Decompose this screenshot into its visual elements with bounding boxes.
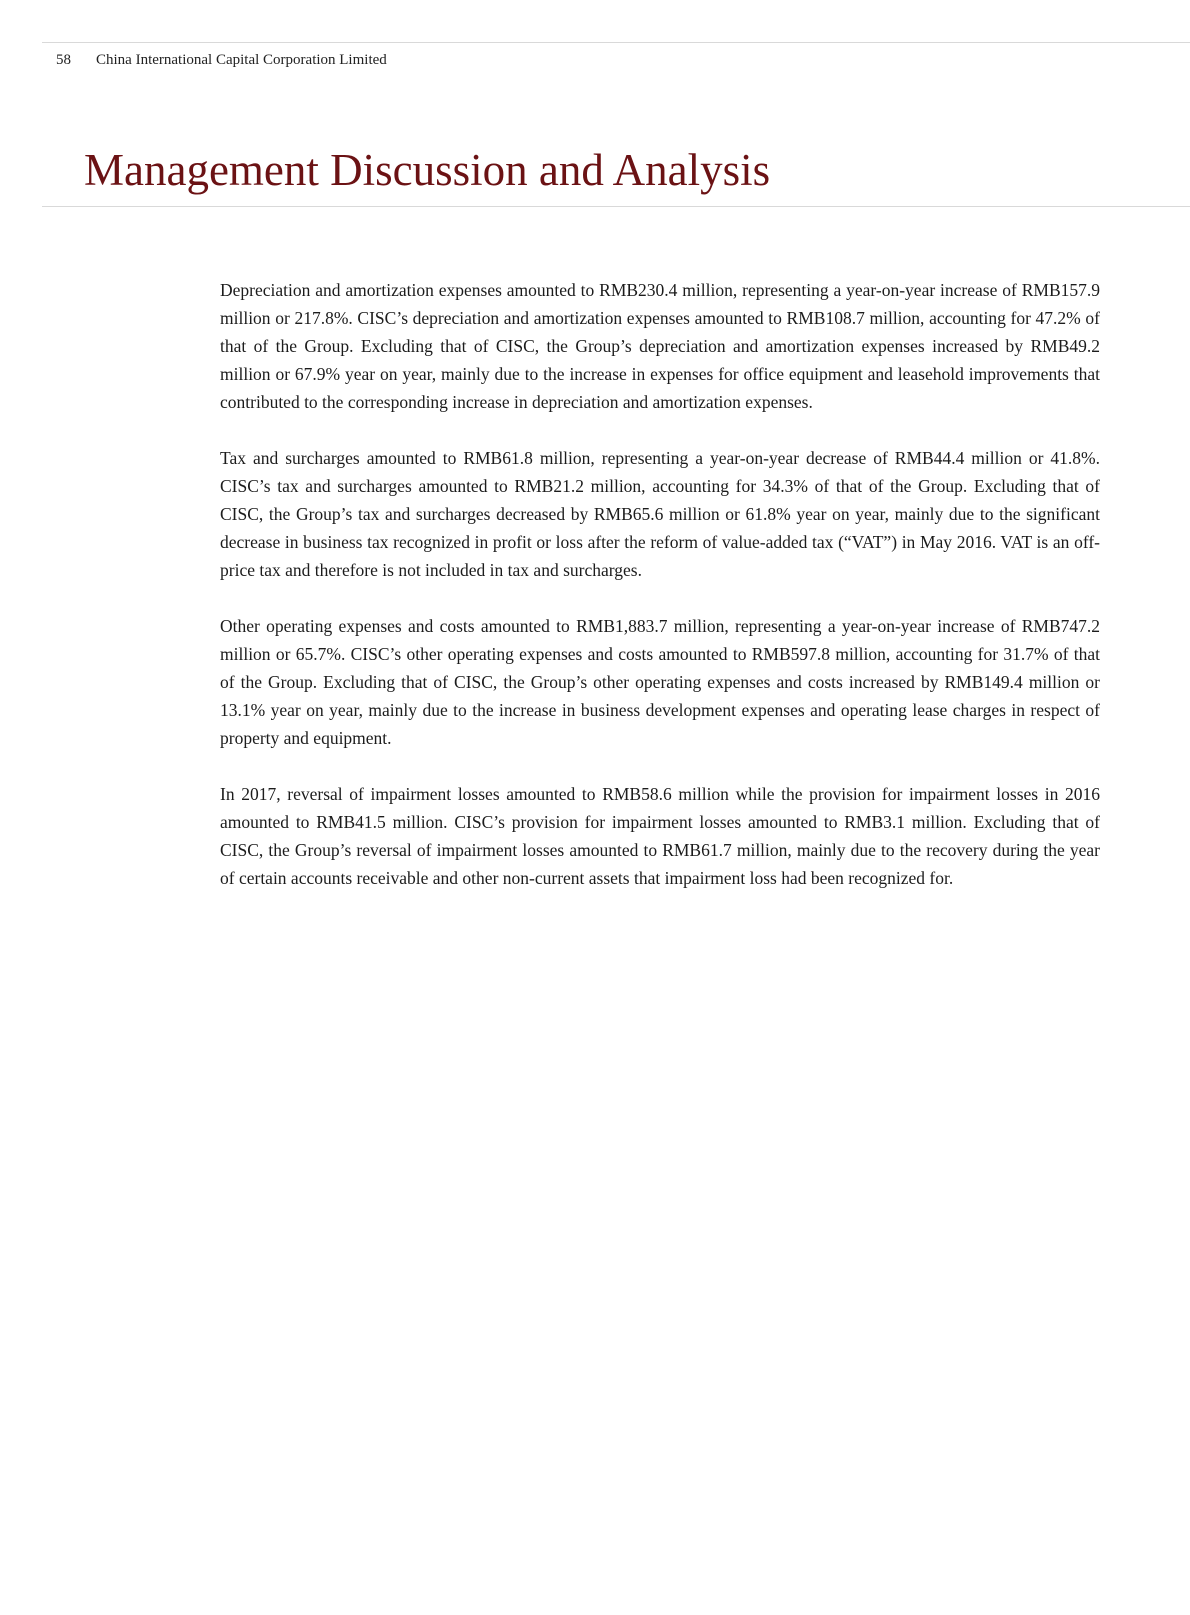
paragraph-depreciation: Depreciation and amortization expenses amounted to RMB230.4 million, representing a year-on-year increase of RMB157.9 million or 217.8%. CISC’s depreciation and amortization expenses amounted to RMB108.7 million, accounting for 47.2% of that of the Group. Excluding that of CISC, the Group’s depreciation and amortization expenses increased by RMB49.2 million or 67.9% year on year, mainly due to the increase in expenses for office equipment and leasehold improvements that contributed to the corresponding increase in depreciation and amortization expenses.: [220, 280, 1100, 412]
paragraph-other-operating-expenses: Other operating expenses and costs amounted to RMB1,883.7 million, representing a year-on-year increase of RMB747.2 million or 65.7%. CISC’s other operating expenses and costs amounted to RMB597.8 million, accounting for 31.7% of that of the Group. Excluding that of CISC, the Group’s other operating expenses and costs increased by RMB149.4 million or 13.1% year on year, mainly due to the increase in business development expenses and operating lease charges in respect of property and equipment.: [220, 616, 1100, 748]
paragraph-tax-surcharges: Tax and surcharges amounted to RMB61.8 million, representing a year-on-year decrease of RMB44.4 million or 41.8%. CISC’s tax and surcharges amounted to RMB21.2 million, accounting for 34.3% of that of the Group. Excluding that of CISC, the Group’s tax and surcharges decreased by RMB65.6 million or 61.8% year on year, mainly due to the significant decrease in business tax recognized in profit or loss after the reform of value-added tax (“VAT”) in May 2016. VAT is an off-price tax and therefore is not included in tax and surcharges.: [220, 448, 1100, 580]
paragraph-impairment-losses: In 2017, reversal of impairment losses amounted to RMB58.6 million while the provision for impairment losses in 2016 amounted to RMB41.5 million. CISC’s provision for impairment losses amounted to RMB3.1 million. Excluding that of CISC, the Group’s reversal of impairment losses amounted to RMB61.7 million, mainly due to the recovery during the year of certain accounts receivable and other non-current assets that impairment loss had been recognized for.: [220, 784, 1100, 888]
running-header: [56, 52, 387, 69]
body-text: [220, 276, 1100, 920]
title-divider: [42, 206, 1190, 207]
page-title: Management Discussion and Analysis: [84, 145, 771, 195]
company-name: China International Capital Corporation Limited: [96, 52, 387, 68]
page-number: 58: [56, 52, 71, 68]
header-divider: [42, 42, 1190, 43]
